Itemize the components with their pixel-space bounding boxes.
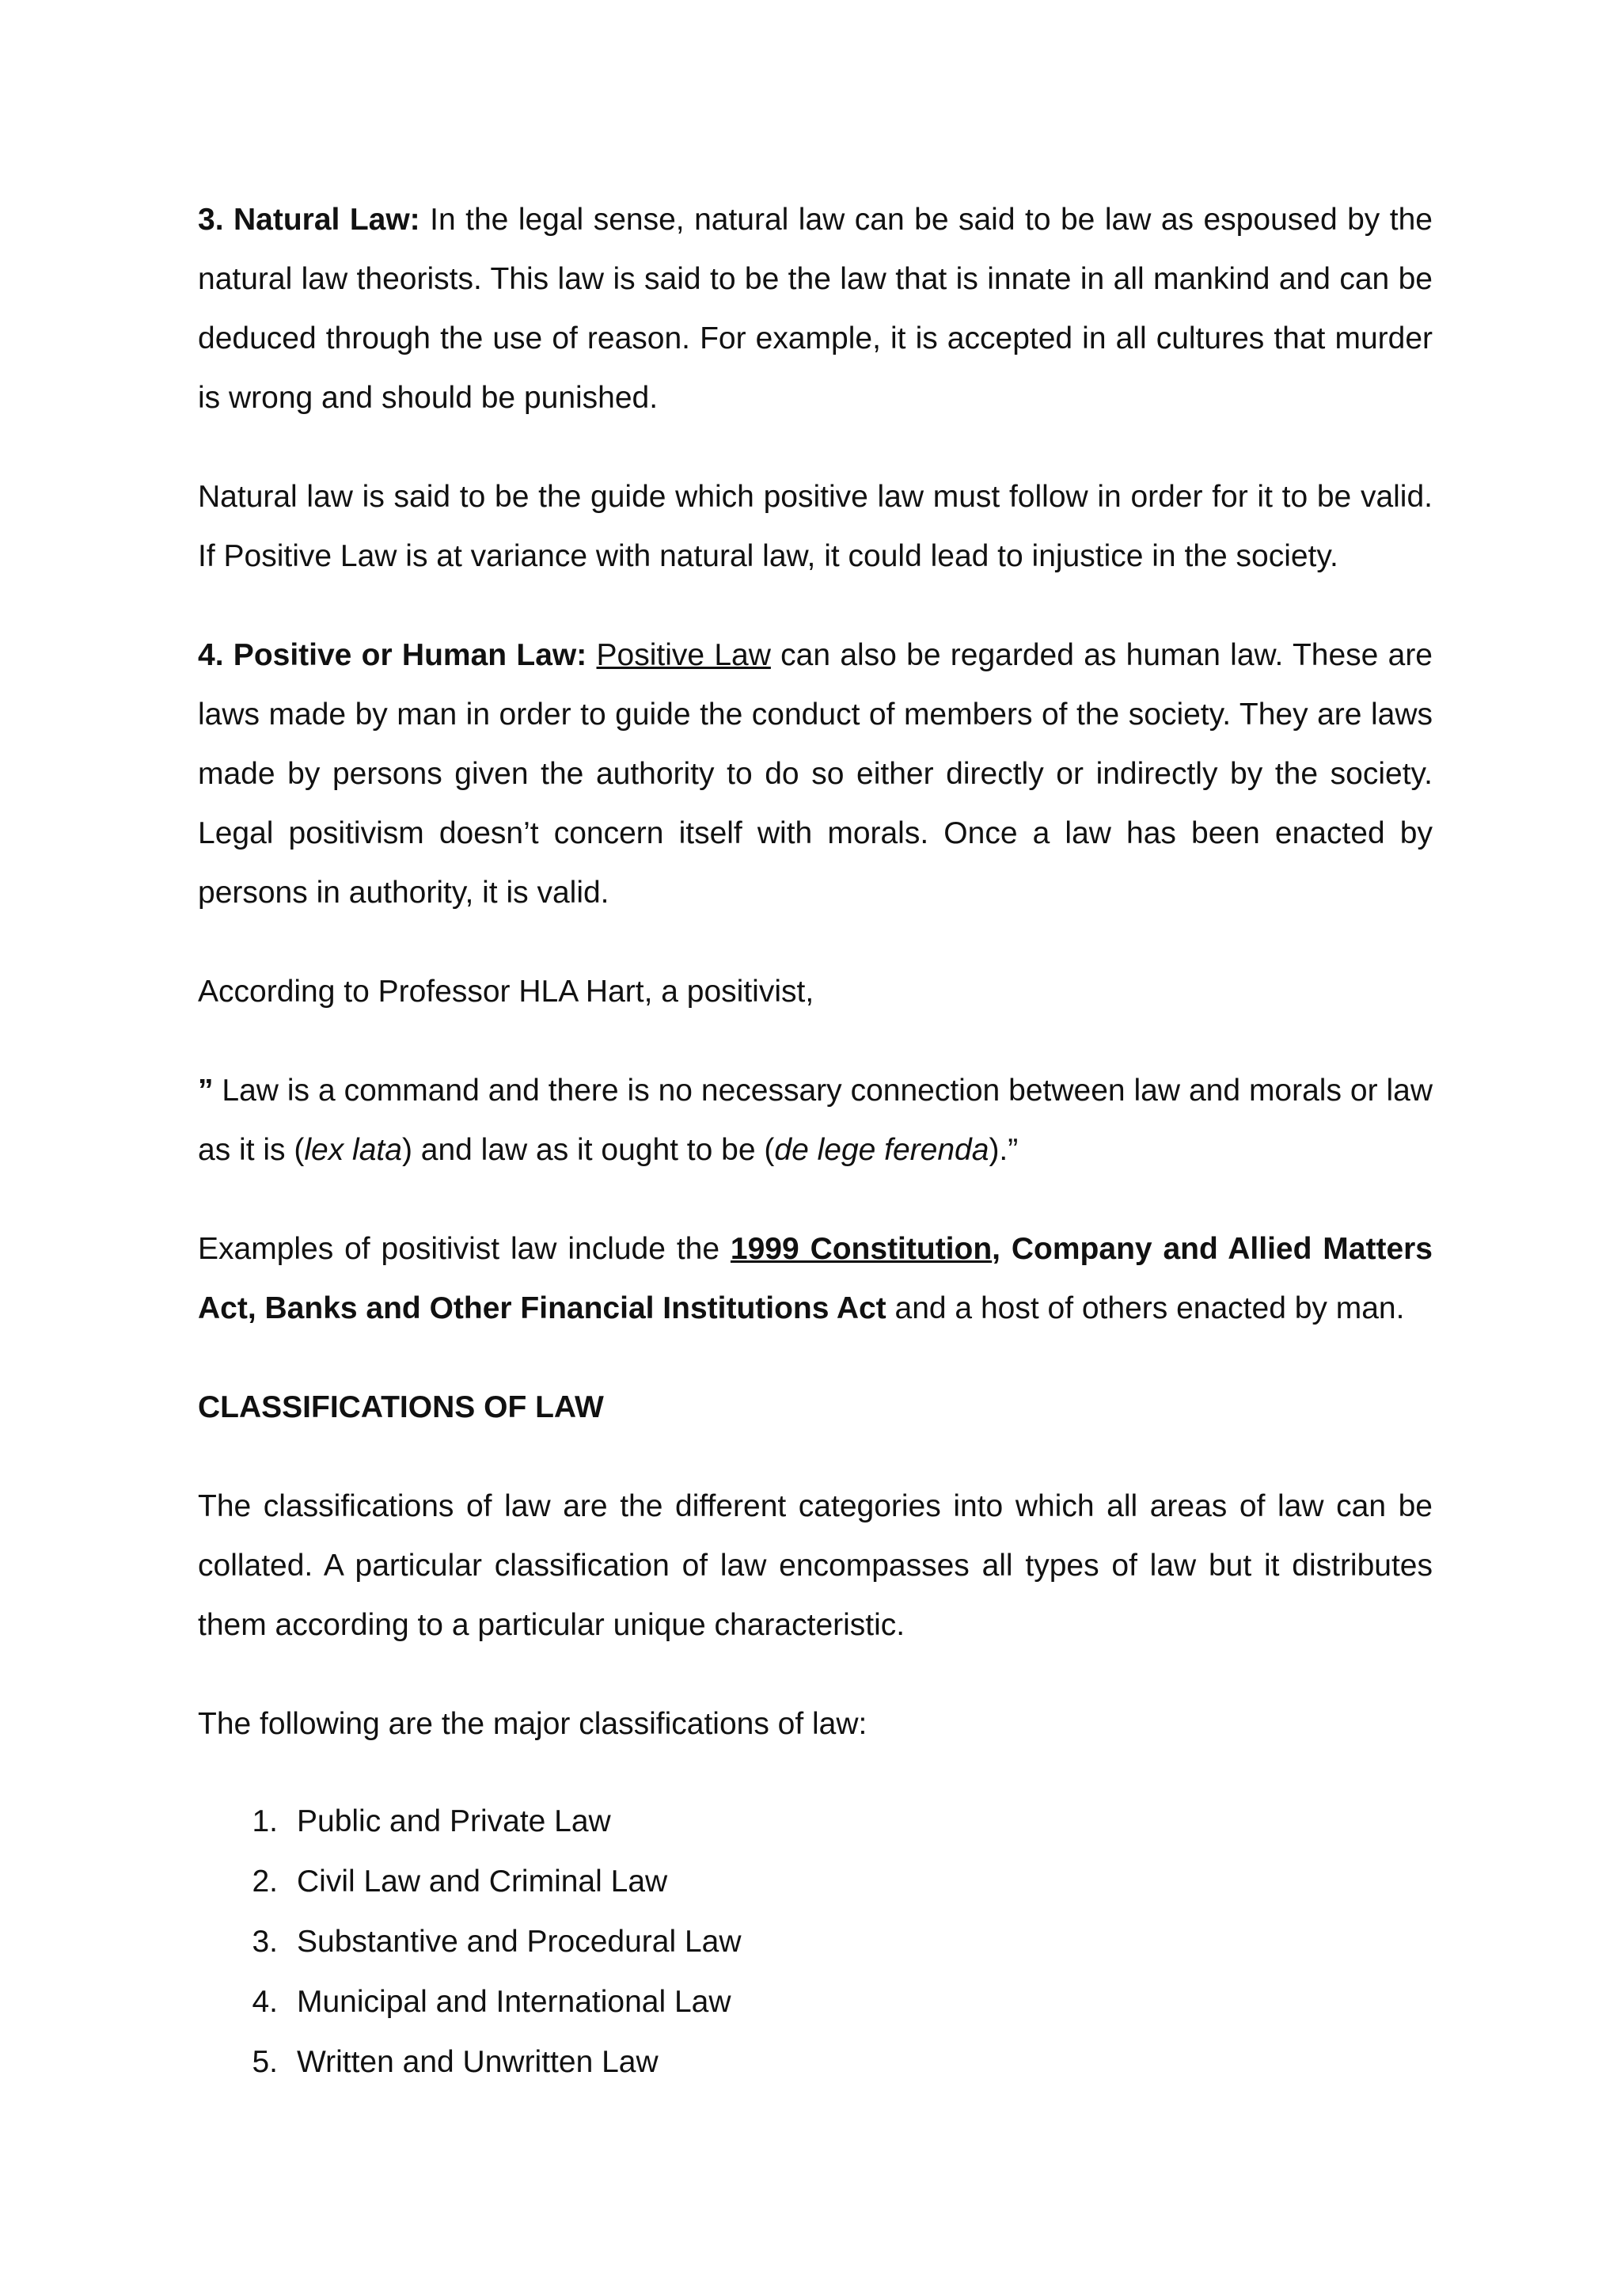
natural-law-paragraph [198,190,1433,428]
list-item [198,1792,1433,1852]
list-item-label: Public and Private Law [297,1804,611,1838]
list-item-number: 4. [252,1985,278,2019]
quote-de-lege-ferenda: de lege ferenda [774,1133,989,1167]
examples-paragraph [198,1219,1433,1338]
positive-law-link[interactable]: Positive Law [596,638,771,672]
list-item-label: Written and Unwritten Law [297,2045,659,2079]
natural-law-paragraph-2: Natural law is said to be the guide which positive law must follow in order for it to be valid. If Positive Law is at variance with natural law, it could lead to injustice in the society. [198,480,1433,573]
classifications-paragraph-1: The classifications of law are the different categories into which all areas of law can be collated. A particular classification of law encompasses all types of law but it distributes them according to a particular unique characteristic. [198,1489,1433,1642]
list-item-label: Civil Law and Criminal Law [297,1865,668,1899]
quote-lex-lata: lex lata [304,1133,402,1167]
list-item [198,1972,1433,2032]
quote-text-c: ).” [989,1133,1019,1167]
quote-text-a: Law is a command and there is no necessary connection between law and morals or law as it is ( [198,1074,1433,1167]
positive-law-paragraph [198,625,1433,922]
positive-law-heading: 4. Positive or Human Law: [198,638,587,672]
hart-intro: According to Professor HLA Hart, a positivist, [198,975,814,1009]
document-page [198,190,1433,2093]
classifications-heading: CLASSIFICATIONS OF LAW [198,1390,604,1424]
list-item [198,1852,1433,1912]
classifications-paragraph-2: The following are the major classifications of law: [198,1707,867,1741]
quote-text-b: ) and law as it ought to be ( [401,1133,775,1167]
examples-text-a: Examples of positivist law include the [198,1232,731,1266]
examples-text-b: and a host of others enacted by man. [886,1291,1405,1325]
quote-mark: ” [198,1074,214,1108]
list-item-number: 3. [252,1925,278,1959]
hart-quote [198,1061,1433,1180]
list-item-label: Substantive and Procedural Law [297,1925,742,1959]
list-item [198,2032,1433,2093]
list-item [198,1912,1433,1972]
list-item-number: 1. [252,1804,278,1838]
constitution-link[interactable]: 1999 Constitution [730,1232,993,1266]
list-item-number: 2. [252,1865,278,1899]
classifications-list [198,1792,1433,2093]
list-item-number: 5. [252,2045,278,2079]
examples-bold-acts: , Company and Allied Matters Act, Banks and Other Financial Institutions Act [198,1232,1433,1325]
natural-law-heading: 3. Natural Law: [198,203,420,237]
natural-law-text: In the legal sense, natural law can be said to be law as espoused by the natural law theorists. This law is said to be the law that is innate in all mankind and can be deduced through the use of reason. For example, it is accepted in all cultures that murder is wrong and should be punished. [198,203,1433,415]
positive-law-text: can also be regarded as human law. These are laws made by man in order to guide the conduct of members of the society. They are laws made by persons given the authority to do so either directly or indirectly by the society. Legal positivism doesn’t concern itself with morals. Once a law has been enacted by persons in authority, it is valid. [198,638,1433,910]
list-item-label: Municipal and International Law [297,1985,731,2019]
